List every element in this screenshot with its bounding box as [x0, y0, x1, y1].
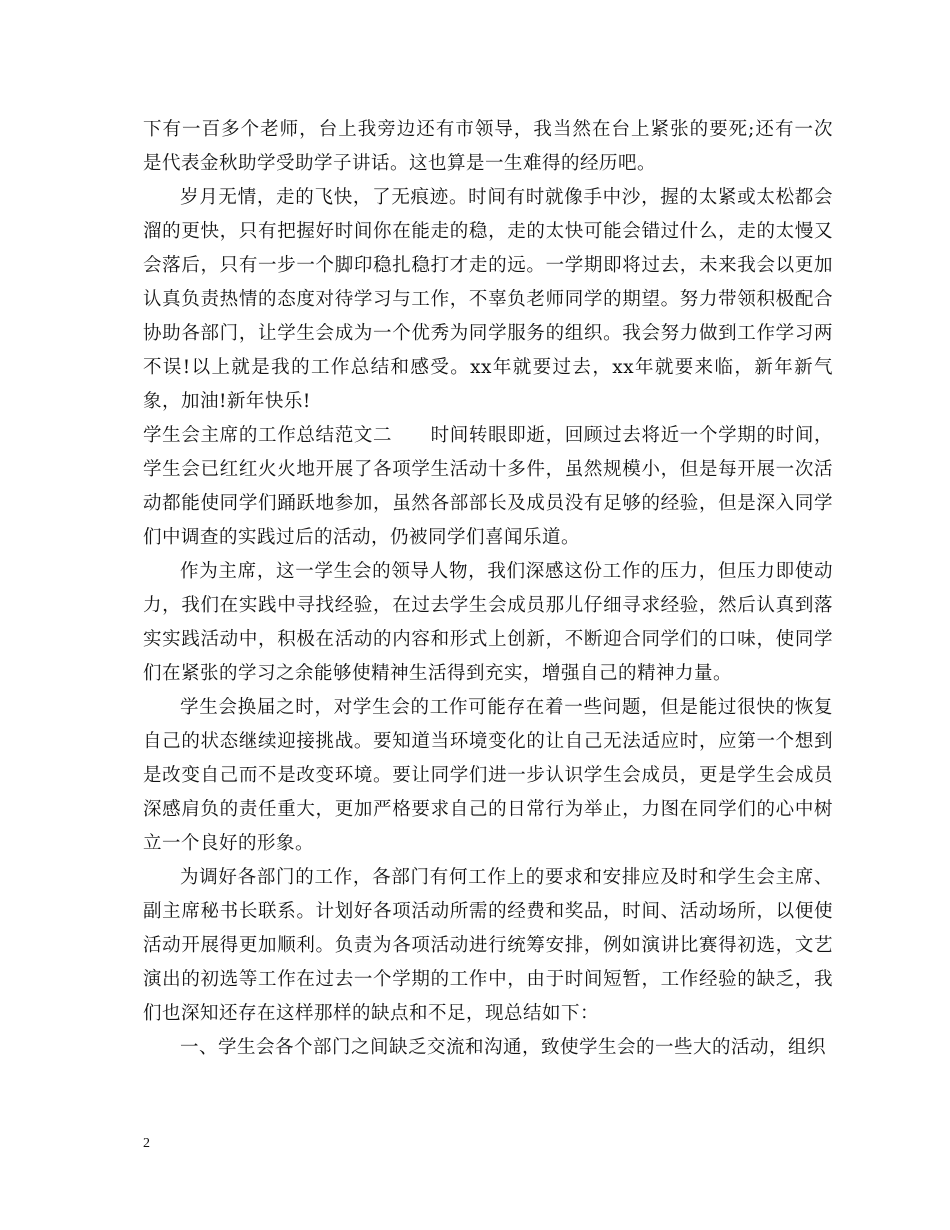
paragraph-3-section-heading: 学生会主席的工作总结范文二 时间转眼即逝，回顾过去将近一个学期的时间，学生会已红红火火地开展了各项学生活动十多件，虽然规模小，但是每开展一次活动都能使同学们踊跃地参加，虽然各部部长及成员没有足够的经验，但是深入同学们中调查的实践过后的活动，仍被同学们喜闻乐道。	[143, 425, 833, 548]
document-body	[143, 113, 833, 1065]
paragraph-6: 为调好各部门的工作，各部门有何工作上的要求和安排应及时和学生会主席、副主席秘书长联系。计划好各项活动所需的经费和奖品，时间、活动场所，以便使活动开展得更加顺利。负责为各项活动进行统筹安排，例如演讲比赛得初选，文艺演出的初选等工作在过去一个学期的工作中，由于时间短暂，工作经验的缺乏，我们也深知还存在这样那样的缺点和不足，现总结如下：	[143, 867, 833, 1024]
paragraph-2: 岁月无情，走的飞快，了无痕迹。时间有时就像手中沙，握的太紧或太松都会溜的更快，只有把握好时间你在能走的稳，走的太快可能会错过什么，走的太慢又会落后，只有一步一个脚印稳扎稳打才走的远。一学期即将过去，未来我会以更加认真负责热情的态度对待学习与工作，不辜负老师同学的期望。努力带领积极配合协助各部门，让学生会成为一个优秀为同学服务的组织。我会努力做到工作学习两不误!以上就是我的工作总结和感受。xx年就要过去，xx年就要来临，新年新气象，加油!新年快乐!	[143, 187, 833, 412]
paragraph-4: 作为主席，这一学生会的领导人物，我们深感这份工作的压力，但压力即使动力，我们在实践中寻找经验，在过去学生会成员那儿仔细寻求经验，然后认真到落实实践活动中，积极在活动的内容和形式上创新，不断迎合同学们的口味，使同学们在紧张的学习之余能够使精神生活得到充实，增强自己的精神力量。	[143, 561, 833, 684]
paragraph-7: 一、学生会各个部门之间缺乏交流和沟通，致使学生会的一些大的活动，组织	[180, 1037, 827, 1058]
paragraph-1: 下有一百多个老师，台上我旁边还有市领导，我当然在台上紧张的要死;还有一次是代表金秋助学受助学子讲话。这也算是一生难得的经历吧。	[143, 119, 833, 174]
page-number: 2	[143, 1136, 150, 1151]
paragraph-5: 学生会换届之时，对学生会的工作可能存在着一些问题，但是能过很快的恢复自己的状态继续迎接挑战。要知道当环境变化的让自己无法适应时，应第一个想到是改变自己而不是改变环境。要让同学们进一步认识学生会成员，更是学生会成员深感肩负的责任重大，更加严格要求自己的日常行为举止，力图在同学们的心中树立一个良好的形象。	[143, 697, 833, 854]
